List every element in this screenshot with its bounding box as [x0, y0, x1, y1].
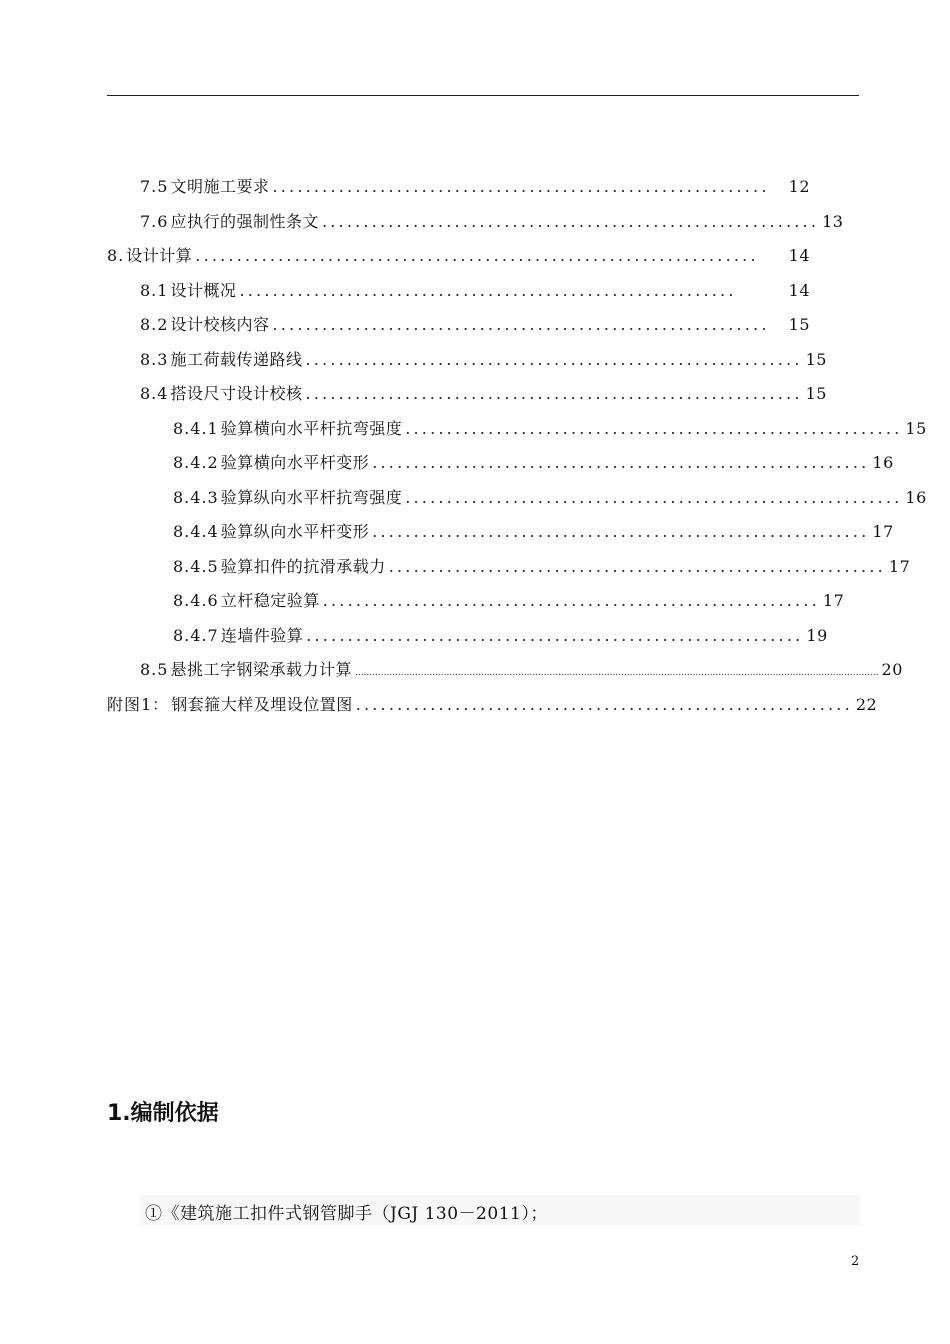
- dot-leader: ............................................................: [305, 350, 803, 369]
- section-heading: 1.编制依据: [107, 1101, 219, 1126]
- dot-leader: ............................................................: [321, 212, 820, 231]
- toc-entry-page: 15: [788, 315, 810, 334]
- toc-entry[interactable]: [107, 692, 878, 716]
- dot-leader: ............................................................: [272, 315, 770, 334]
- dot-leader: ....................................................................: [195, 246, 759, 265]
- toc-entry-page: 17: [872, 522, 894, 541]
- toc-entry-number: 8.5: [140, 660, 169, 679]
- toc-entry[interactable]: [173, 554, 911, 578]
- toc-entry-title: 验算横向水平杆变形: [220, 453, 370, 472]
- toc-entry-title: 文明施工要求: [170, 177, 270, 196]
- toc-entry-title: 应执行的强制性条文: [170, 212, 319, 231]
- toc-entry-title: 验算纵向水平杆抗弯强度: [220, 488, 403, 507]
- dot-leader: ............................................................: [272, 177, 770, 196]
- toc-entry-page: 19: [806, 626, 828, 645]
- toc-entry-page: 22: [855, 695, 878, 714]
- toc-entry-title: 设计概况: [170, 281, 237, 300]
- toc-entry-page: 13: [822, 212, 844, 231]
- page-number: 2: [851, 1254, 860, 1269]
- toc-entry[interactable]: [173, 485, 927, 509]
- toc-entry-number: 8.4.2: [173, 453, 219, 472]
- toc-entry-page: 15: [805, 384, 827, 403]
- toc-entry-number: 附图1：: [107, 695, 170, 714]
- dot-leader: ............................................................: [405, 488, 903, 507]
- toc-entry[interactable]: [140, 381, 827, 405]
- toc-entry-page: 15: [905, 419, 927, 438]
- dot-leader: ............................................................: [306, 626, 804, 645]
- toc-entry[interactable]: [140, 278, 810, 302]
- dot-leader: ............................................................: [388, 557, 886, 576]
- toc-entry-title: 立杆稳定验算: [220, 591, 320, 610]
- dot-leader: ............................................................: [322, 591, 820, 610]
- toc-entry-title: 验算纵向水平杆变形: [220, 522, 370, 541]
- toc-entry-number: 8.4.3: [173, 488, 219, 507]
- dot-leader: ............................................................: [372, 453, 870, 472]
- toc-entry[interactable]: [140, 209, 844, 233]
- dot-leader: ............................................................: [405, 419, 903, 438]
- dot-leader: ............................................................: [355, 695, 853, 714]
- toc-entry-number: 7.6: [140, 212, 169, 231]
- toc-entry[interactable]: [173, 588, 845, 612]
- toc-entry[interactable]: [140, 312, 810, 336]
- toc-entry-number: 7.5: [140, 177, 169, 196]
- dot-leader: .......................................................................................................................................................................................: [354, 668, 879, 678]
- toc-entry-page: 16: [905, 488, 927, 507]
- toc-entry[interactable]: [140, 174, 810, 198]
- toc-entry-number: 8.4.4: [173, 522, 219, 541]
- toc-entry-page: 14: [788, 281, 810, 300]
- toc-entry-title: 验算横向水平杆抗弯强度: [220, 419, 403, 438]
- toc-entry-page: 14: [788, 246, 810, 265]
- dot-leader: ............................................................: [372, 522, 870, 541]
- header-rule: [107, 95, 859, 96]
- toc-entry[interactable]: [140, 347, 827, 371]
- toc-entry[interactable]: [173, 450, 894, 474]
- toc-entry-title: 连墙件验算: [220, 626, 304, 645]
- toc-entry[interactable]: [173, 416, 927, 440]
- toc-entry-page: 12: [788, 177, 810, 196]
- toc-entry-number: 8.2: [140, 315, 169, 334]
- toc-entry-number: 8.: [107, 246, 125, 265]
- toc-entry-number: 8.4.6: [173, 591, 219, 610]
- toc-entry[interactable]: [173, 623, 828, 647]
- toc-entry-title: 悬挑工字钢梁承载力计算: [170, 660, 352, 679]
- toc-entry-page: 17: [888, 557, 911, 576]
- toc-entry-title: 钢套箍大样及埋设位置图: [171, 695, 353, 714]
- toc-entry-title: 搭设尺寸设计校核: [170, 384, 303, 403]
- toc-entry-title: 设计计算: [126, 246, 193, 265]
- toc-entry-page: 20: [881, 660, 903, 679]
- toc-entry-number: 8.4.7: [173, 626, 219, 645]
- dot-leader: ............................................................: [239, 281, 737, 300]
- toc-entry-title: 验算扣件的抗滑承载力: [220, 557, 386, 576]
- toc-entry-page: 17: [822, 591, 845, 610]
- dot-leader: ............................................................: [305, 384, 803, 403]
- toc-entry-number: 8.4.5: [173, 557, 219, 576]
- toc-entry[interactable]: [173, 519, 894, 543]
- toc-entry-number: 8.4: [140, 384, 169, 403]
- toc-entry-title: 施工荷载传递路线: [170, 350, 303, 369]
- toc-entry-number: 8.4.1: [173, 419, 219, 438]
- toc-entry-page: 15: [805, 350, 827, 369]
- toc-entry[interactable]: [107, 243, 810, 267]
- toc-entry-title: 设计校核内容: [170, 315, 270, 334]
- toc-entry-number: 8.3: [140, 350, 169, 369]
- toc-entry-number: 8.1: [140, 281, 169, 300]
- toc-entry-page: 16: [872, 453, 894, 472]
- toc-entry[interactable]: [140, 657, 903, 681]
- reference-item: ①《建筑施工扣件式钢管脚手（JGJ 130－2011）；: [145, 1204, 548, 1224]
